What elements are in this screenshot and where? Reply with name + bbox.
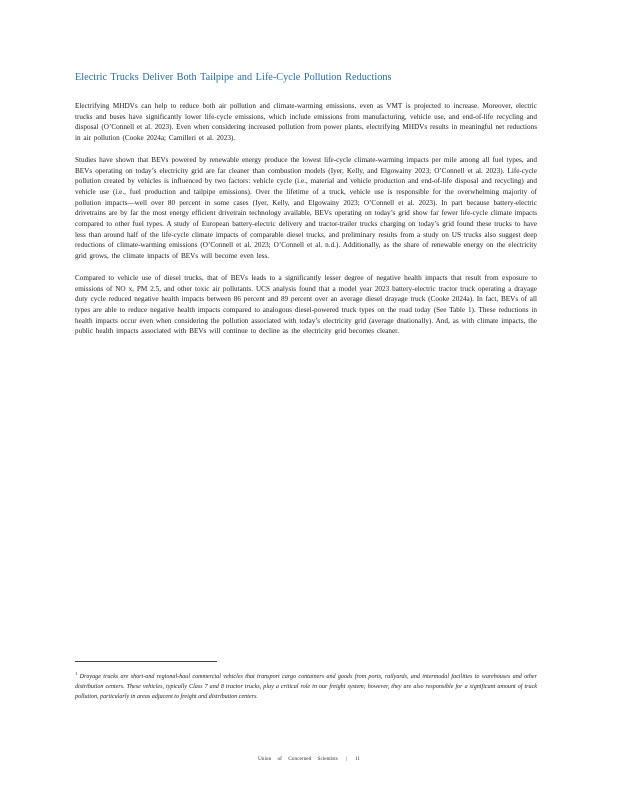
page-number: 11 (354, 756, 361, 762)
footer-org: Union of Concerned Scientists (257, 756, 338, 762)
paragraph-2: Studies have shown that BEVs powered by renewable energy produce the lowest life-cycle climate-warming impacts per mile among all fuel types, and BEVs operating on today’s electricity grid are far cleaner than combustion models (Iyer, Kelly, and Elgowainy 2023; O’Connell et al. 2023). Life-cycle pollution created by vehicles is influenced by two factors: vehicle cycle (i.e., material and vehicle production and end-of-life disposal and recycling) and vehicle use (i.e., fuel production and tailpipe emissions). Over the lifetime of a truck, vehicle use is responsible for the overwhelming majority of pollution impacts—well over 80 percent in some cases (Iyer, Kelly, and Elgowainy 2023; O’Connell et al. 2023). In part because battery-electric drivetrains are by far the most energy efficient drivetrain technology available, BEVs operating on today’s grid show far fewer life-cycle climate impacts compared to other fuel types. A study of European battery-electric delivery and tractor-trailer trucks charging on today’s grid found these trucks to have less than around half of the life-cycle climate impacts of comparable diesel trucks, and preliminary results from a study on US trucks also suggest deep reductions of climate-warming emissions (O’Connell et al. 2023; O’Connell et al. n.d.). Additionally, as the share of renewable energy on the electricity grid grows, the climate impacts of BEVs will become even less. (75, 155, 537, 261)
section-heading: Electric Trucks Deliver Both Tailpipe and Life-Cycle Pollution Reductions (75, 72, 392, 83)
main-content (75, 72, 537, 337)
footnote-text: Drayage trucks are short-and regional-haul commercial vehicles that transport cargo containers and goods from ports, railyards, and intermodal facilities to warehouses and other distribution centers. These vehicles, typically Class 7 and 8 tractor trucks, play a critical role in our freight system; however, they are also responsible for a significant amount of truck pollution, particularly in areas adjacent to freight and distribution centers. (75, 674, 537, 701)
paragraph-1: Electrifying MHDVs can help to reduce both air pollution and climate-warming emissions, even as VMT is projected to increase. Moreover, electric trucks and buses have significantly lower life-cycle emissions, which include emissions from manufacturing, vehicle use, and end-of-life recycling and disposal (O’Connell et al. 2023). Even when considering increased pollution from power plants, electrifying MHDVs results in meaningful net reductions in air pollution (Cooke 2024a; Camilleri et al. 2023). (75, 102, 537, 143)
spacer (75, 144, 537, 155)
footnote-divider (75, 661, 217, 662)
paragraph-3: Compared to vehicle use of diesel trucks, that of BEVs leads to a significantly lesser degree of negative health impacts that result from exposure to emissions of NO x, PM 2.5, and other toxic air pollutants. UCS analysis found that a model year 2023 battery-electric tractor truck operating a drayage duty cycle reduced negative health impacts between 86 percent and 89 percent over an average diesel drayage truck (Cooke 2024a). In fact, BEVs of all types are able to reduce negative health impacts compared to analogous diesel-powered truck types on the road today (See Table 1). These reductions in health impacts occur even when considering the pollution associated with today’s electricity grid (average dnationally). And, as with climate impacts, the public health impacts associated with BEVs will continue to decline as the electricity grid becomes cleaner. (75, 273, 537, 336)
footer-separator: | (345, 756, 347, 762)
spacer (75, 84, 537, 101)
footnote (75, 669, 537, 702)
footnote-mark: 1 (75, 671, 78, 676)
spacer (75, 262, 537, 273)
page-footer (0, 756, 618, 762)
